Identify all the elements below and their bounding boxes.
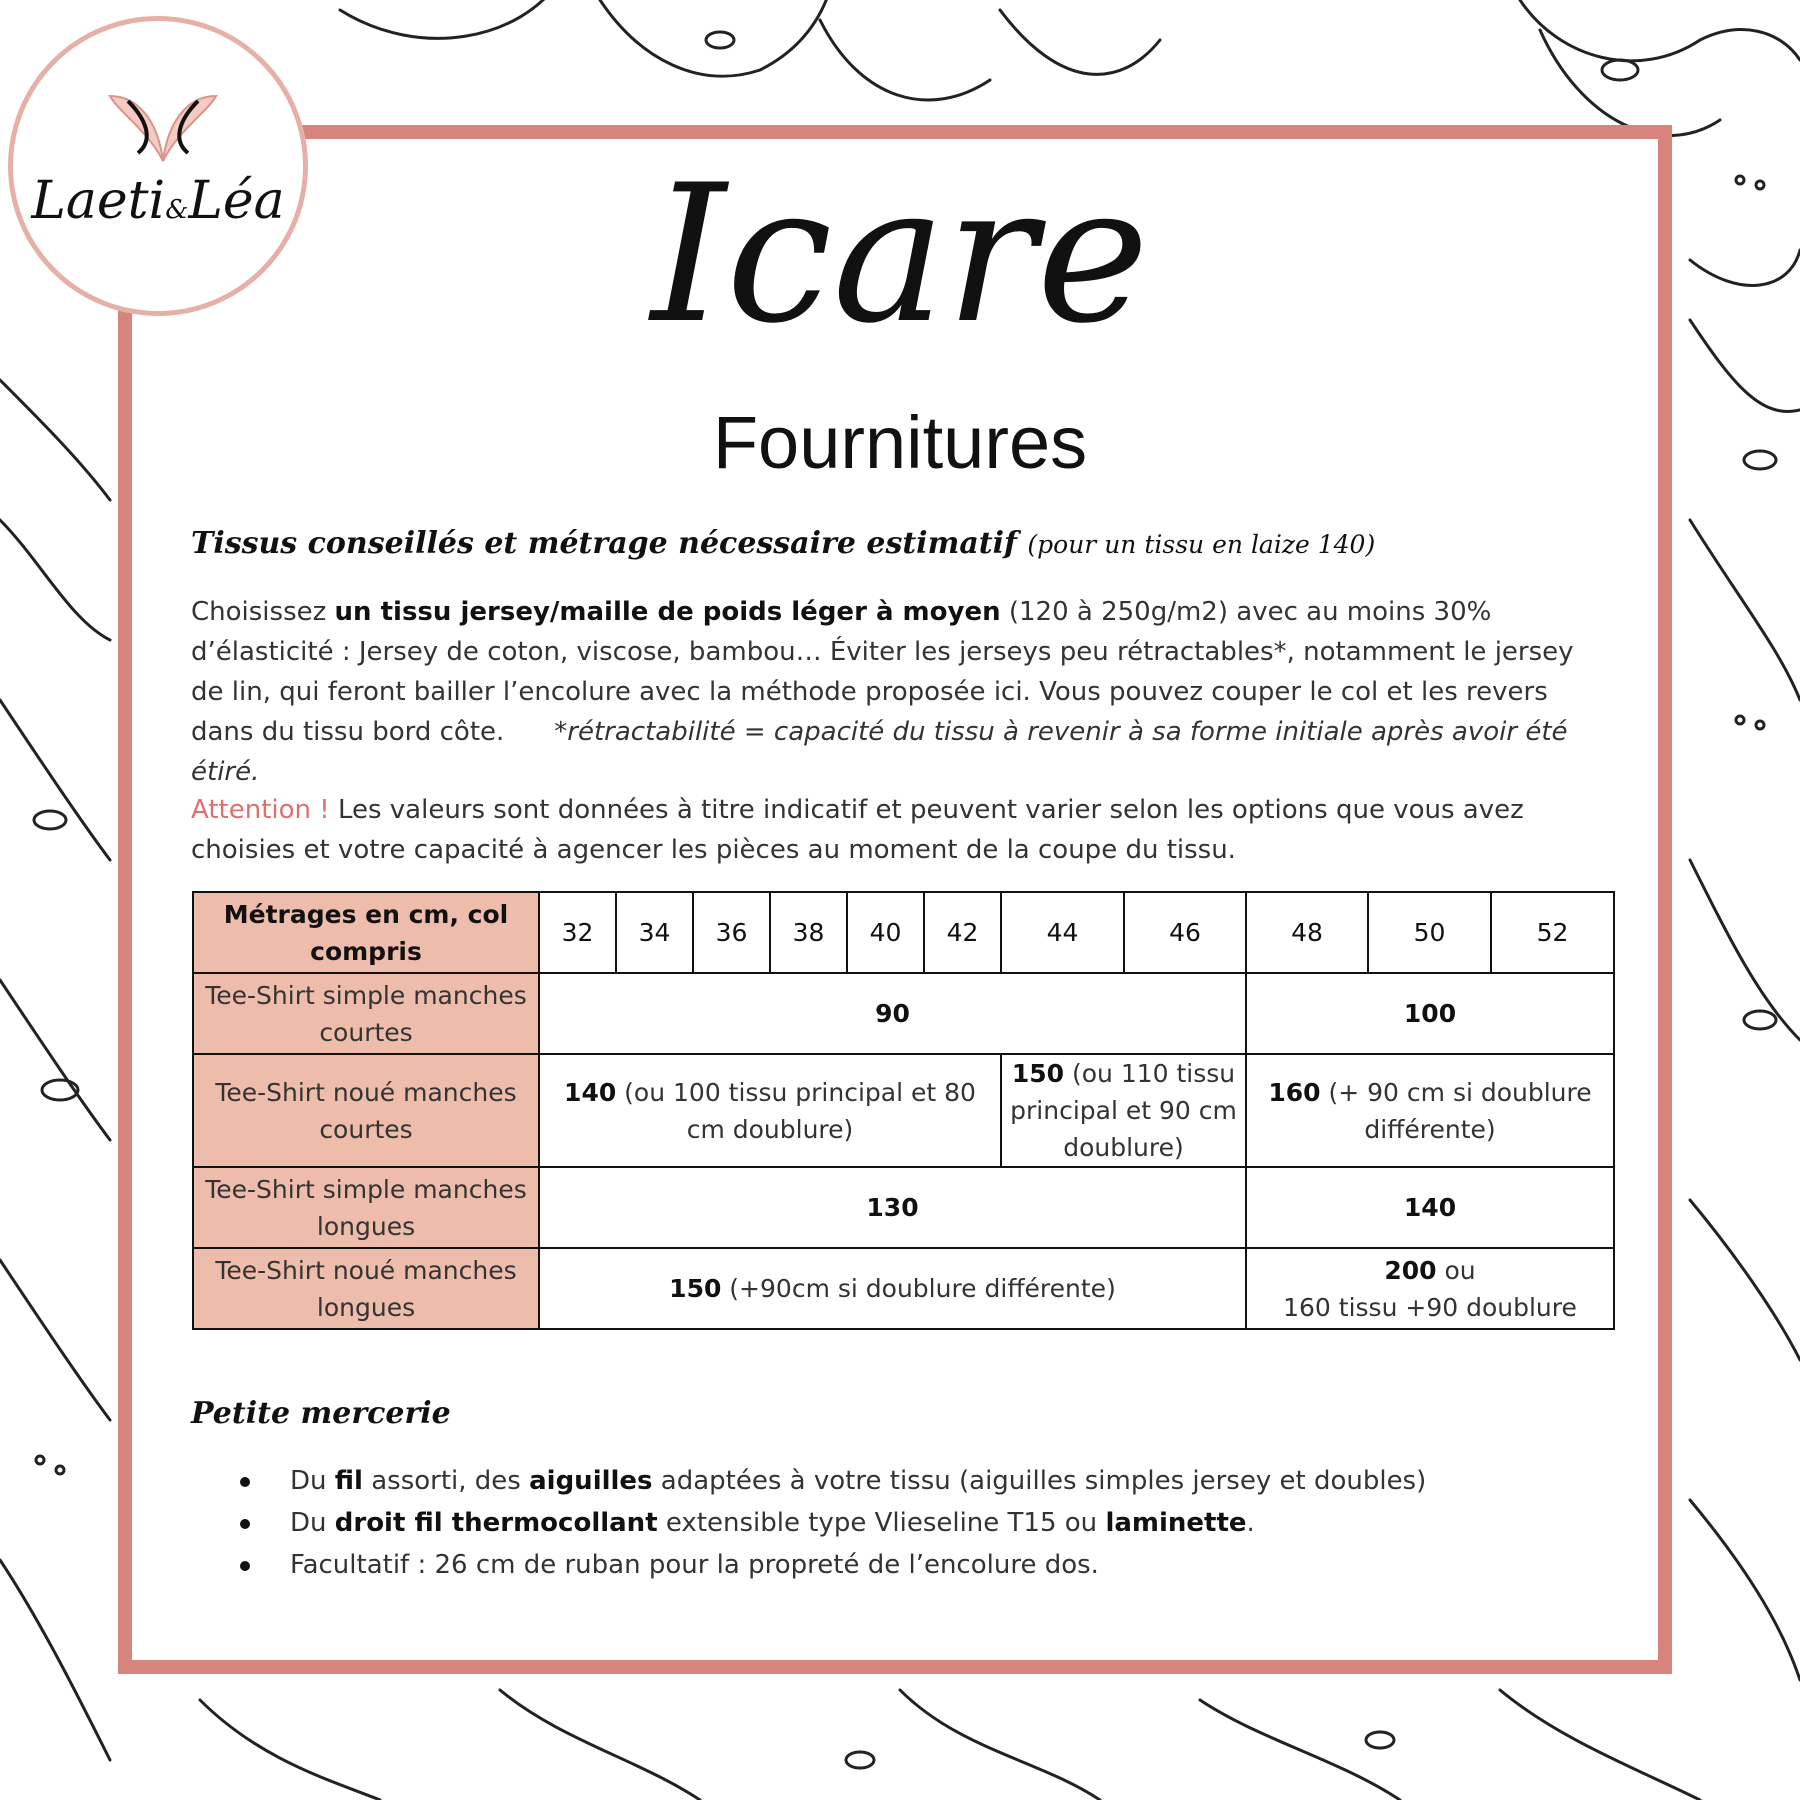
size-cell: 38 [770, 892, 847, 973]
butterfly-wing-shape [0, 520, 110, 640]
list-item: Facultatif : 26 cm de ruban pour la propreté de l’encolure dos. [240, 1544, 1426, 1586]
list-item: Du droit fil thermocollant extensible type Vlieseline T15 ou laminette. [240, 1502, 1426, 1544]
value-cell: 90 [539, 973, 1246, 1054]
table-row [193, 1167, 1614, 1248]
size-cell: 48 [1246, 892, 1368, 973]
definition-note: *rétractabilité = capacité du tissu à revenir à sa forme initiale après avoir été étiré. [191, 717, 1568, 787]
brand-logo [8, 16, 308, 316]
value-cell: 200 ou 160 tissu +90 doublure [1246, 1248, 1614, 1329]
butterfly-wing-shape [0, 1560, 110, 1760]
attention-label: Attention ! [191, 795, 330, 825]
heading-note: (pour un tissu en laize 140) [1027, 530, 1376, 559]
butterfly-dot [56, 1466, 64, 1474]
butterfly-dot [36, 1456, 44, 1464]
butterfly-wing-shape [200, 1700, 380, 1800]
row-label: Tee-Shirt noué manches longues [193, 1248, 539, 1329]
row-label: Tee-Shirt noué manches courtes [193, 1054, 539, 1167]
butterfly-wing-shape [1690, 860, 1800, 1040]
butterfly-wing-shape [1690, 520, 1800, 700]
butterfly-wing-shape [1690, 1500, 1800, 1680]
butterfly-wing-shape [0, 980, 110, 1140]
size-cell: 34 [616, 892, 693, 973]
size-cell: 32 [539, 892, 616, 973]
size-cell: 50 [1368, 892, 1491, 973]
section-heading-tissus: Tissus conseillés et métrage nécessaire estimatif (pour un tissu en laize 140) [191, 526, 1376, 561]
row-label: Tee-Shirt simple manches longues [193, 1167, 539, 1248]
butterfly-spot [1744, 1011, 1776, 1029]
row-label: Tee-Shirt simple manches courtes [193, 973, 539, 1054]
mercerie-list [240, 1460, 1426, 1586]
value-cell: 150 (ou 110 tissu principal et 90 cm doublure) [1001, 1054, 1246, 1167]
size-cell: 52 [1491, 892, 1614, 973]
value-cell: 150 (+90cm si doublure différente) [539, 1248, 1246, 1329]
bullet-icon [240, 1561, 250, 1571]
butterfly-wing-shape [340, 0, 560, 38]
page-title: Icare [650, 144, 1149, 365]
value-cell: 130 [539, 1167, 1246, 1248]
value-cell: 100 [1246, 973, 1614, 1054]
butterfly-wing-shape [0, 1260, 110, 1420]
butterfly-wing-shape [1520, 0, 1800, 61]
butterfly-wing-shape [1200, 1700, 1400, 1800]
butterfly-spot [706, 32, 734, 48]
size-cell: 42 [924, 892, 1001, 973]
butterfly-wing-shape [820, 20, 990, 100]
list-item: Du fil assorti, des aiguilles adaptées à votre tissu (aiguilles simples jersey et doubles) [240, 1460, 1426, 1502]
value-cell: 140 [1246, 1167, 1614, 1248]
butterfly-wing-shape [0, 700, 110, 860]
table-row [193, 1248, 1614, 1329]
section-heading-mercerie: Petite mercerie [191, 1396, 451, 1431]
table-row [193, 973, 1614, 1054]
butterfly-logo-icon [108, 91, 218, 166]
bullet-icon [240, 1477, 250, 1487]
table-header-row [193, 892, 1614, 973]
butterfly-wing-shape [1500, 1690, 1700, 1800]
table-header-label: Métrages en cm, col compris [193, 892, 539, 973]
butterfly-spot [1602, 60, 1638, 80]
logo-wordmark: Laeti&Léa [31, 171, 285, 231]
butterfly-wing-shape [1690, 1200, 1800, 1360]
page-subtitle: Fournitures [712, 401, 1088, 484]
butterfly-dot [1736, 716, 1744, 724]
butterfly-dot [1756, 721, 1764, 729]
value-cell: 140 (ou 100 tissu principal et 80 cm doublure) [539, 1054, 1001, 1167]
butterfly-wing-shape [600, 0, 830, 76]
table-row [193, 1054, 1614, 1167]
bullet-icon [240, 1519, 250, 1529]
attention-paragraph: Attention ! Les valeurs sont données à titre indicatif et peuvent varier selon les options que vous avez choisies et votre capacité à agencer les pièces au moment de la coupe du tissu. [191, 795, 1524, 865]
size-cell: 40 [847, 892, 924, 973]
value-cell: 160 (+ 90 cm si doublure différente) [1246, 1054, 1614, 1167]
butterfly-wing-shape [500, 1690, 700, 1800]
butterfly-wing-shape [900, 1690, 1100, 1800]
size-cell: 44 [1001, 892, 1124, 973]
intro-paragraph: Choisissez un tissu jersey/maille de poids léger à moyen (120 à 250g/m2) avec au moins 30% d’élasticité : Jersey de coton, viscose, bambou… Éviter les jerseys peu rétractables*, notamment le jersey de lin, qui feront bailler l’encolure avec la méthode proposée ici. Vous pouvez couper le col et les revers dans du tissu bord côte. *rétractabilité = capacité du tissu à revenir à sa forme initiale après avoir été étiré. [191, 597, 1574, 787]
yardage-table [192, 891, 1615, 1330]
butterfly-spot [34, 811, 66, 829]
butterfly-spot [846, 1752, 874, 1768]
butterfly-spot [1366, 1732, 1394, 1748]
size-cell: 46 [1124, 892, 1246, 973]
butterfly-wing-shape [1000, 10, 1160, 74]
size-cell: 36 [693, 892, 770, 973]
